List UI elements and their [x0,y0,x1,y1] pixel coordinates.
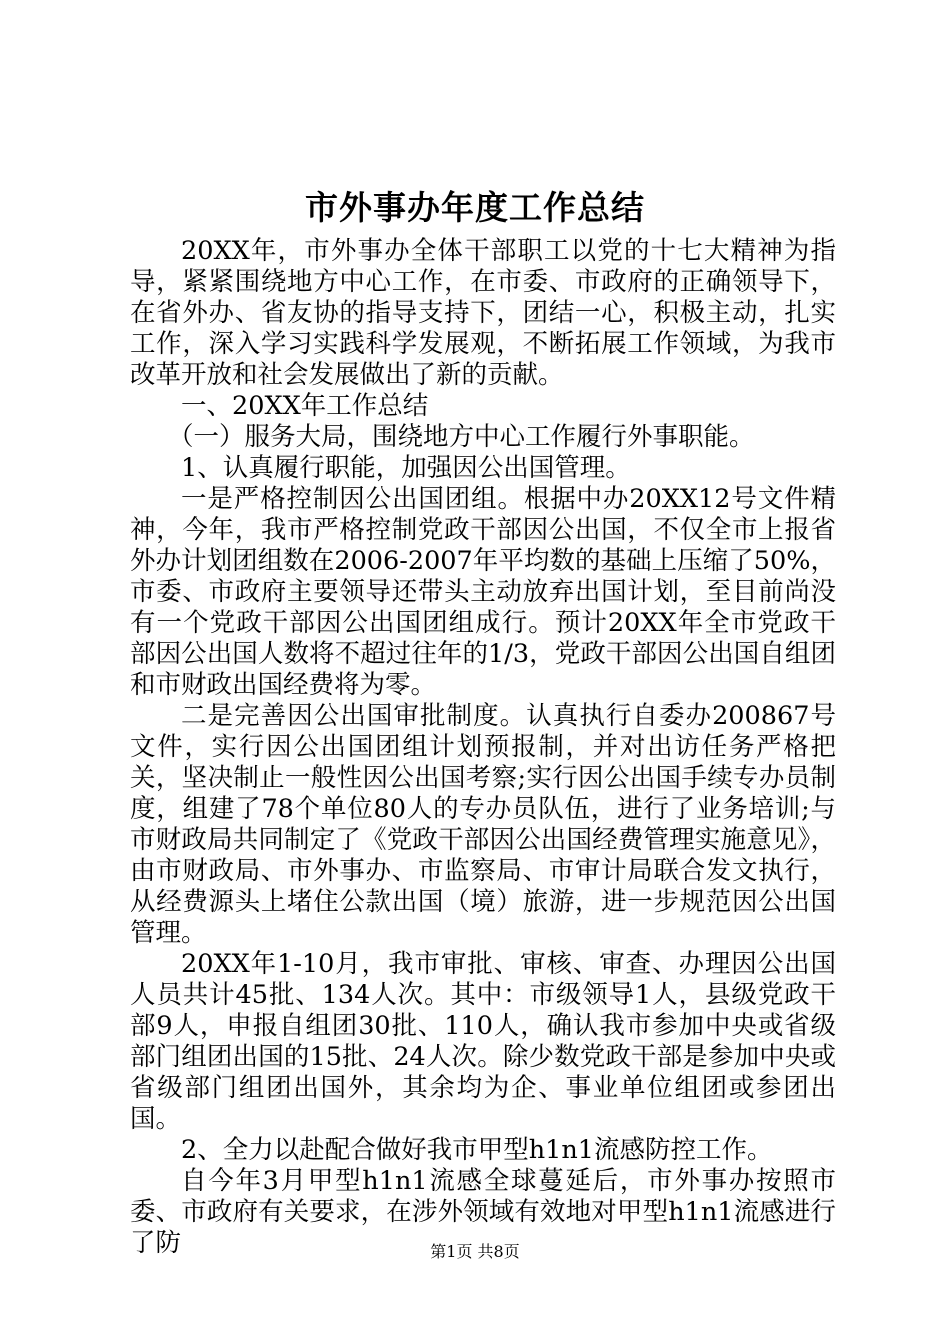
paragraph-approval-system: 二是完善因公出国审批制度。认真执行自委办200867号文件，实行因公出国团组计划预报制，并对出访任务严格把关，坚决制止一般性因公出国考察;实行因公出国手续专办员制度，组建了78个单位80人的专办员队伍，进行了业务培训;与市财政局共同制定了《党政干部因公出国经费管理实施意见》，由市财政局、市外事办、市监察局、市审计局联合发文执行，从经费源头上堵住公款出国（境）旅游，进一步规范因公出国管理。 [130,701,836,948]
paragraph-intro: 20XX年，市外事办全体干部职工以党的十七大精神为指导，紧紧围绕地方中心工作，在市委、市政府的正确领导下，在省外办、省友协的指导支持下，团结一心，积极主动，扎实工作，深入学习实践科学发展观，不断拓展工作领域，为我市改革开放和社会发展做出了新的贡献。 [130,236,836,390]
item-heading-1: 1、认真履行职能，加强因公出国管理。 [181,453,631,483]
paragraph-flu-prevention: 自今年3月甲型h1n1流感全球蔓延后，市外事办按照市委、市政府有关要求，在涉外领域有效地对甲型h1n1流感进行了防 [130,1166,836,1258]
subsection-heading: （一）服务大局，围绕地方中心工作履行外事职能。 [168,422,755,452]
document-title: 市外事办年度工作总结 [305,188,645,227]
page-footer: 第1页 共8页 [430,1242,520,1261]
paragraph-statistics: 20XX年1-10月，我市审批、审核、审查、办理因公出国人员共计45批、134人次。其中：市级领导1人，县级党政干部9人，申报自组团30批、110人，确认我市参加中央或省级部门组团出国的15批、24人次。除少数党政干部是参加中央或省级部门组团出国外，其余均为企、事业单位组团或参团出国。 [130,949,836,1134]
document-body [130,236,836,1259]
paragraph-control-groups: 一是严格控制因公出国团组。根据中办20XX12号文件精神，今年，我市严格控制党政干部因公出国，不仅全市上报省外办计划团组数在2006-2007年平均数的基础上压缩了50%，市委、市政府主要领导还带头主动放弃出国计划，至目前尚没有一个党政干部因公出国团组成行。预计20XX年全市党政干部因公出国人数将不超过往年的1/3，党政干部因公出国自组团和市财政出国经费将为零。 [130,484,836,700]
item-heading-2: 2、全力以赴配合做好我市甲型h1n1流感防控工作。 [181,1135,773,1165]
section-heading: 一、20XX年工作总结 [181,391,429,421]
